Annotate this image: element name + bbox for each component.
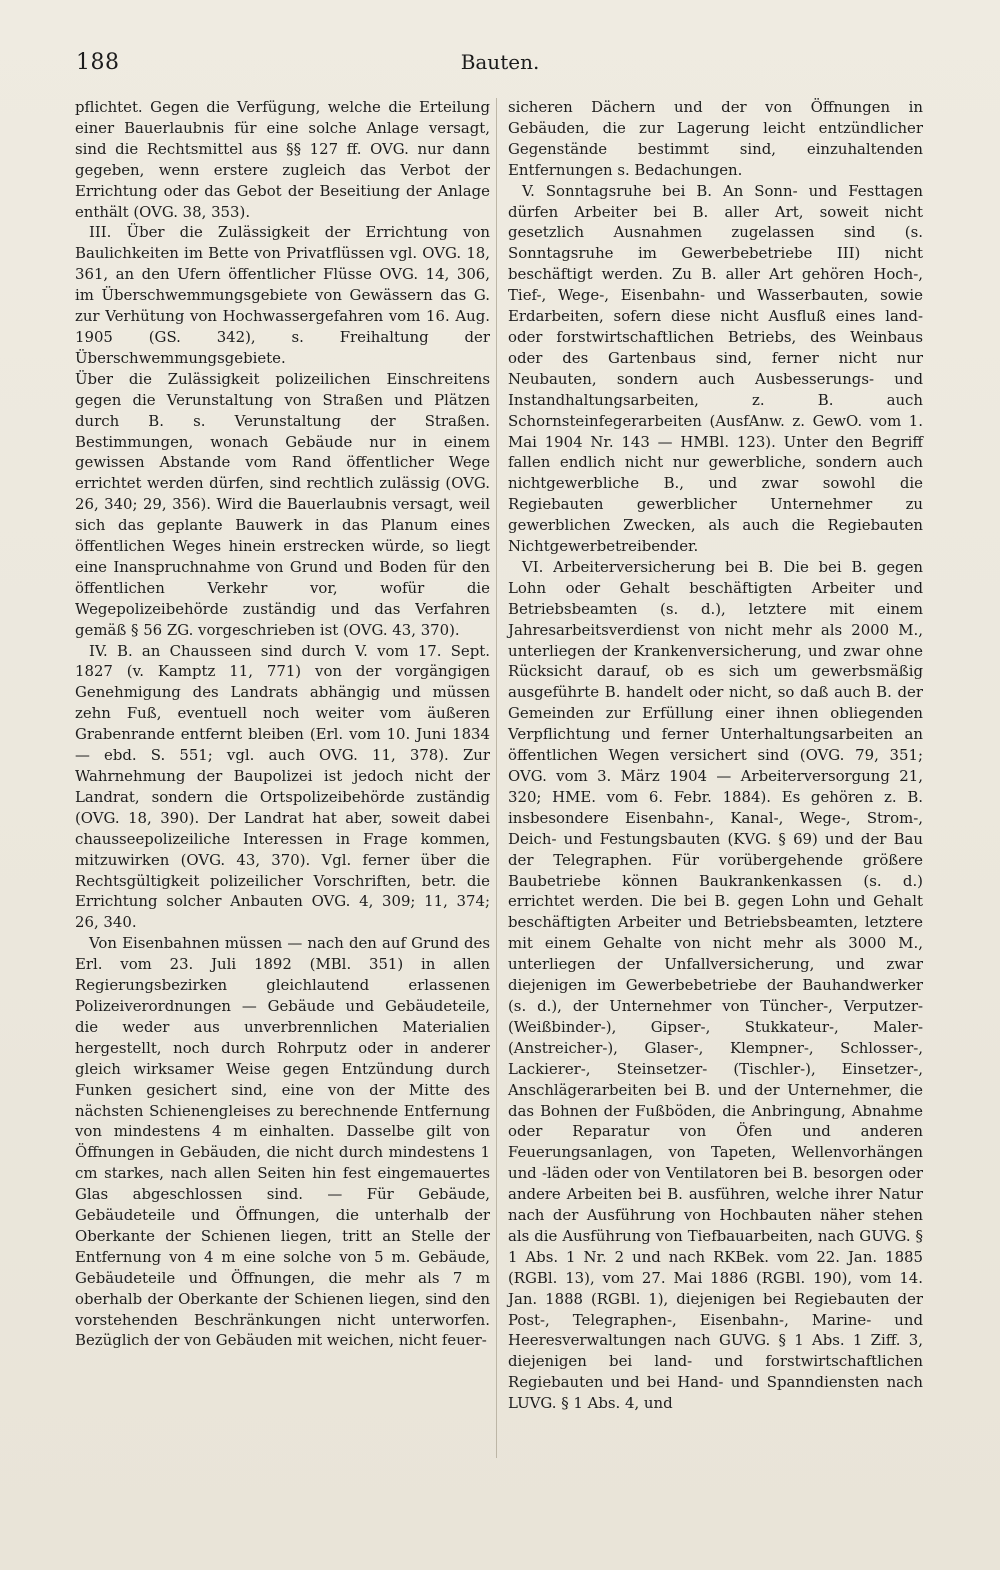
running-title: Bauten.	[460, 50, 540, 74]
page-number: 188	[76, 50, 120, 75]
left-column	[75, 97, 490, 1351]
paragraph: III. Über die Zulässigkeit der Errichtung von Baulichkeiten im Bette von Privatflüssen vgl. OVG. 18, 361, an den Ufern öffentlicher Flüsse OVG. 14, 306, im Überschwemmungsgebiete von Gewässern das G. zur Verhütung von Hochwassergefahren vom 16. Aug. 1905 (GS. 342), s. Freihaltung der Überschwemmungsgebiete.	[75, 223, 490, 367]
right-column	[508, 97, 923, 1414]
paragraph: pflichtet. Gegen die Verfügung, welche die Erteilung einer Bauerlaubnis für eine solche Anlage versagt, sind die Rechtsmittel aus §§ 127 ff. OVG. nur dann gegeben, wenn erstere zugleich das Verbot der Errichtung oder das Gebot der Beseitiung der Anlage enthält (OVG. 38, 353).	[75, 98, 490, 221]
paragraph: IV. B. an Chausseen sind durch V. vom 17. Sept. 1827 (v. Kamptz 11, 771) von der vorgängigen Genehmigung des Landrats abhängig und müssen zehn Fuß, eventuell noch weiter vom äußeren Grabenrande entfernt bleiben (Erl. vom 10. Juni 1834 — ebd. S. 551; vgl. auch OVG. 11, 378). Zur Wahrnehmung der Baupolizei ist jedoch nicht der Landrat, sondern die Ortspolizeibehörde zuständig (OVG. 18, 390). Der Landrat hat aber, soweit dabei chausseepolizeiliche Interessen in Frage kommen, mitzuwirken (OVG. 43, 370). Vgl. ferner über die Rechtsgültigkeit polizeilicher Vorschriften, betr. die Errichtung solcher Anbauten OVG. 4, 309; 11, 374; 26, 340.	[75, 641, 490, 932]
paragraph: Über die Zulässigkeit polizeilichen Einschreitens gegen die Verunstaltung von Straßen und Plätzen durch B. s. Verunstaltung der Straßen. Bestimmungen, wonach Gebäude nur in einem gewissen Abstande vom Rand öffentlicher Wege errichtet werden dürfen, sind rechtlich zulässig (OVG. 26, 340; 29, 356). Wird die Bauerlaubnis versagt, weil sich das geplante Bauwerk in das Planum eines öffentlichen Weges hinein erstrecken würde, so liegt eine Inanspruchnahme von Grund und Boden für den öffentlichen Verkehr vor, wofür die Wegepolizeibehörde zuständig und das Verfahren gemäß § 56 ZG. vorgeschrieben ist (OVG. 43, 370).	[75, 369, 490, 639]
page-header	[76, 50, 924, 80]
paragraph: sicheren Dächern und der von Öffnungen in Gebäuden, die zur Lagerung leicht entzündlicher Gegenstände bestimmt sind, einzuhaltenden Entfernungen s. Bedachungen.	[508, 98, 923, 179]
paragraph: V. Sonntagsruhe bei B. An Sonn- und Festtagen dürfen Arbeiter bei B. aller Art, soweit nicht gesetzlich Ausnahmen zugelassen sind (s. Sonntagsruhe im Gewerbebetriebe III) nicht beschäftigt werden. Zu B. aller Art gehören Hoch-, Tief-, Wege-, Eisenbahn- und Wasserbauten, sowie Erdarbeiten, sofern diese nicht Ausfluß eines land- oder forstwirtschaftlichen Betriebs, des Weinbaus oder des Gartenbaus sind, ferner nicht nur Neubauten, sondern auch Ausbesserungs- und Instandhaltungsarbeiten, z. B. auch Schornsteinfegerarbeiten (AusfAnw. z. GewO. vom 1. Mai 1904 Nr. 143 — HMBl. 123). Unter den Begriff fallen endlich nicht nur gewerbliche, sondern auch nichtgewerbliche B., und zwar sowohl die Regiebauten gewerblicher Unternehmer zu gewerblichen Zwecken, als auch die Regiebauten Nichtgewerbetreibender.	[508, 181, 923, 556]
paragraph: Von Eisenbahnen müssen — nach den auf Grund des Erl. vom 23. Juli 1892 (MBl. 351) in allen Regierungsbezirken gleichlautend erlassenen Polizeiverordnungen — Gebäude und Gebäudeteile, die weder aus unverbrennlichen Materialien hergestellt, noch durch Rohrputz oder in anderer gleich wirksamer Weise gegen Entzündung durch Funken gesichert sind, eine von der Mitte des nächsten Schienengleises zu berechnende Entfernung von mindestens 4 m einhalten. Dasselbe gilt von Öffnungen in Gebäuden, die nicht durch mindestens 1 cm starkes, nach allen Seiten hin fest eingemauertes Glas abgeschlossen sind. — Für Gebäude, Gebäudeteile und Öffnungen, die unterhalb der Oberkante der Schienen liegen, tritt an Stelle der Entfernung von 4 m eine solche von 5 m. Gebäude, Gebäudeteile und Öffnungen, die mehr als 7 m oberhalb der Oberkante der Schienen liegen, sind den vorstehenden Beschränkungen nicht unterworfen. Bezüglich der von Gebäuden mit weichen, nicht feuer-	[75, 934, 490, 1350]
paragraph: VI. Arbeiterversicherung bei B. Die bei B. gegen Lohn oder Gehalt beschäftigten Arbeiter und Betriebsbeamten (s. d.), letztere mit einem Jahresarbeitsverdienst von nicht mehr als 2000 M., unterliegen der Krankenversicherung, und zwar ohne Rücksicht darauf, ob es sich um gewerbsmäßig ausgeführte B. handelt oder nicht, so daß auch B. der Gemeinden zur Erfüllung einer ihnen obliegenden Verpflichtung und ferner Unterhaltungsarbeiten an öffentlichen Wegen versichert sind (OVG. 79, 351; OVG. vom 3. März 1904 — Arbeiterversorgung 21, 320; HME. vom 6. Febr. 1884). Es gehören z. B. insbesondere Eisenbahn-, Kanal-, Wege-, Strom-, Deich- und Festungsbauten (KVG. § 69) und der Bau der Telegraphen. Für vorübergehende größere Baubetriebe können Baukrankenkassen (s. d.) errichtet werden. Die bei B. gegen Lohn und Gehalt beschäftigten Arbeiter und Betriebsbeamten, letztere mit einem Gehalte von nicht mehr als 3000 M., unterliegen der Unfallversicherung, und zwar diejenigen im Gewerbebetriebe der Bauhandwerker (s. d.), der Unternehmer von Tüncher-, Verputzer- (Weißbinder-), Gipser-, Stukkateur-, Maler- (Anstreicher-), Glaser-, Klempner-, Schlosser-, Lackierer-, Steinsetzer- (Tischler-), Einsetzer-, Anschlägerarbeiten bei B. und der Unternehmer, die das Bohnen der Fußböden, die Anbringung, Abnahme oder Reparatur von Öfen und anderen Feuerungsanlagen, von Tapeten, Wellenvorhängen und -läden oder von Ventilatoren bei B. besorgen oder andere Arbeiten bei B. ausführen, welche ihrer Natur nach der Ausführung von Hochbauten näher stehen als die Ausführung von Tiefbauarbeiten, nach GUVG. § 1 Abs. 1 Nr. 2 und nach RKBek. vom 22. Jan. 1885 (RGBl. 13), vom 27. Mai 1886 (RGBl. 190), vom 14. Jan. 1888 (RGBl. 1), diejenigen bei Regiebauten der Post-, Telegraphen-, Eisenbahn-, Marine- und Heeresverwaltungen nach GUVG. § 1 Abs. 1 Ziff. 3, diejenigen bei land- und forstwirtschaftlichen Regiebauten und bei Hand- und Spanndiensten nach LUVG. § 1 Abs. 4, und	[508, 557, 923, 1413]
column-divider	[496, 98, 497, 1458]
